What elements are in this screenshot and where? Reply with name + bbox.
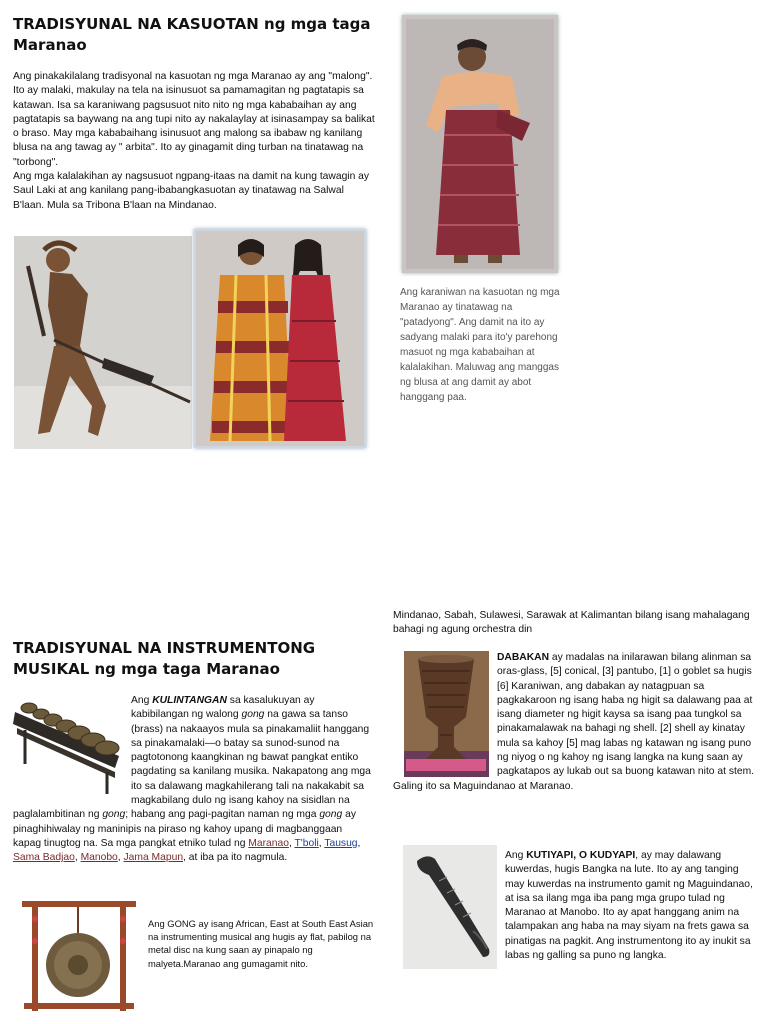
section1-title: TRADISYUNAL NA KASUOTAN ng mga taga Maranao (13, 15, 371, 54)
two-women-photo (194, 229, 366, 448)
gong-photo (18, 891, 140, 1015)
top-right-text: Mindanao, Sabah, Sulawesi, Sarawak at Kalimantan bilang isang mahalagang bahagi ng agung orchestra din (393, 610, 750, 636)
warrior-man-photo (14, 236, 192, 449)
link-maranao[interactable]: Maranao (248, 837, 289, 849)
kutiyapi-photo (403, 845, 497, 969)
gong-text: Ang GONG ay isang African, East at South East Asian na instrumenting musical ang hugis ay flat, pabilog na metal disc na kung saan ay pinapalo ng malyeta.Maranao ang gumagamit nito. (148, 918, 374, 969)
dabakan-text: DABAKAN ay madalas na inilarawan bilang alinman sa oras-glass, [5] conical, [3] pantubo, [1] o goblet sa hugis [6] Karaniwan, ang dabakan ay natagpuan sa pagkakaroon ng isang haba ng higit sa dalawang paa at isang diameter ng higit kaysa sa isang paa tungkol sa pinakamalawak na bahagi ng shell. [2] shell ay kinatay mula sa kahoy [5] mag labas ng katawan ng isang puno ng niyog o ng kahoy ng isang langka na kung saan ay pagkatapos ay lukab out sa buong katawan nito at stem. Galing ito sa Maguindanao at Maranao. (393, 652, 755, 792)
kulintangan-text: Ang KULINTANGAN sa kasalukuyan ay kabibilangan ng walong gong na gawa sa tanso (brass) na nakaayos mula sa pinakamaliit hanggang sa pinakamalaki—o batay sa sunod-sunod na pagtotonong kaangkinan ng bawat pangkat entiko pagdating sa kanilang musika. Nakapatong ang mga ito sa dalawang magkahilerang tali na nakakabit sa magkabilang dulo ng isang kahoy na sisidlan na paglalambitinan ng gong; habang ang pagi-pagitan naman ng mga gong ay pinaghihiwalay ng maninipis na piraso ng kahoy upang di magbanggaan kapag tinugtog na. Sa mga pangkat etniko tulad ng Maranao, T'boli, Tausug, Sama Badjao, Manobo, Jama Mapun, at iba pa ito nagmula. (13, 695, 371, 864)
woman-in-malong-photo (402, 15, 558, 273)
section2-title: TRADISYUNAL NA INSTRUMENTONG MUSIKAL ng mga taga Maranao (13, 639, 316, 678)
dabakan-term: DABAKAN (497, 652, 550, 663)
link-tboli[interactable]: T'boli (294, 837, 319, 849)
section1-paragraph2: Ang mga kalalakihan ay nagsusuot ngpang-itaas na damit na kung tawagin ay Saul Laki at ang kanilang pang-ibabangkasuotan ay tinatawag na Salwal B'laan. Mula sa Tribona B'laan na Mindanao. (13, 171, 370, 211)
kutiyapi-term: KUTIYAPI, O KUDYAPI (526, 850, 636, 861)
patadyong-caption: Ang karaniwan na kasuotan ng mga Maranao ay tinatawag na "patadyong". Ang damit na ito ay sadyang malaki para ito'y parehong masuot ng mga kababaihan at kalalakihan. Maluwag ang manggas ng blusa at ang damit ay abot hanggang paa. (400, 287, 560, 403)
link-jama-mapun[interactable]: Jama Mapun (123, 852, 184, 864)
section1-paragraph1: Ang pinakakilalang tradisyonal na kasuotan ng mga Maranao ay ang "malong". Ito ay malaki, makulay na tela na isinusuot sa pamamagitan ng pagtatapis sa katawan. Isa sa karaniwang pagsusuot nito nito ng mga kababaihan ay ang pagtatapis sa baywang na ang tupi nito ay nakalaylay at isinasampay sa balikat o braso. May mga kababaihang isinusuot ang malong sa ibabaw ng kanilang blusa na ang tawag ay " arbita". Ito ay ginagamit ding turban na tinatawag na "torbong". (13, 71, 375, 168)
link-sama-badjao[interactable]: Sama Badjao (13, 852, 75, 864)
kutiyapi-text: Ang KUTIYAPI, O KUDYAPI, ay may dalawang kuwerdas, hugis Bangka na lute. Ito ay ang tanging may kuwerdas na instrumento gamit ng Maguindanao, at isa sa ilang mga iba pang mga grupo tulad ng Maranao at Manobo. Ito ay apat hanggang anim na talampakan ang haba na may siyam na frets gawa sa pinatigas na pagkit. Ang instrumentong ito ay inukit sa labas ng galling sa puno ng langka. (505, 850, 753, 962)
link-tausug[interactable]: Tausug (324, 837, 358, 849)
link-manobo[interactable]: Manobo (80, 852, 118, 864)
kulintangan-term: KULINTANGAN (152, 695, 227, 706)
